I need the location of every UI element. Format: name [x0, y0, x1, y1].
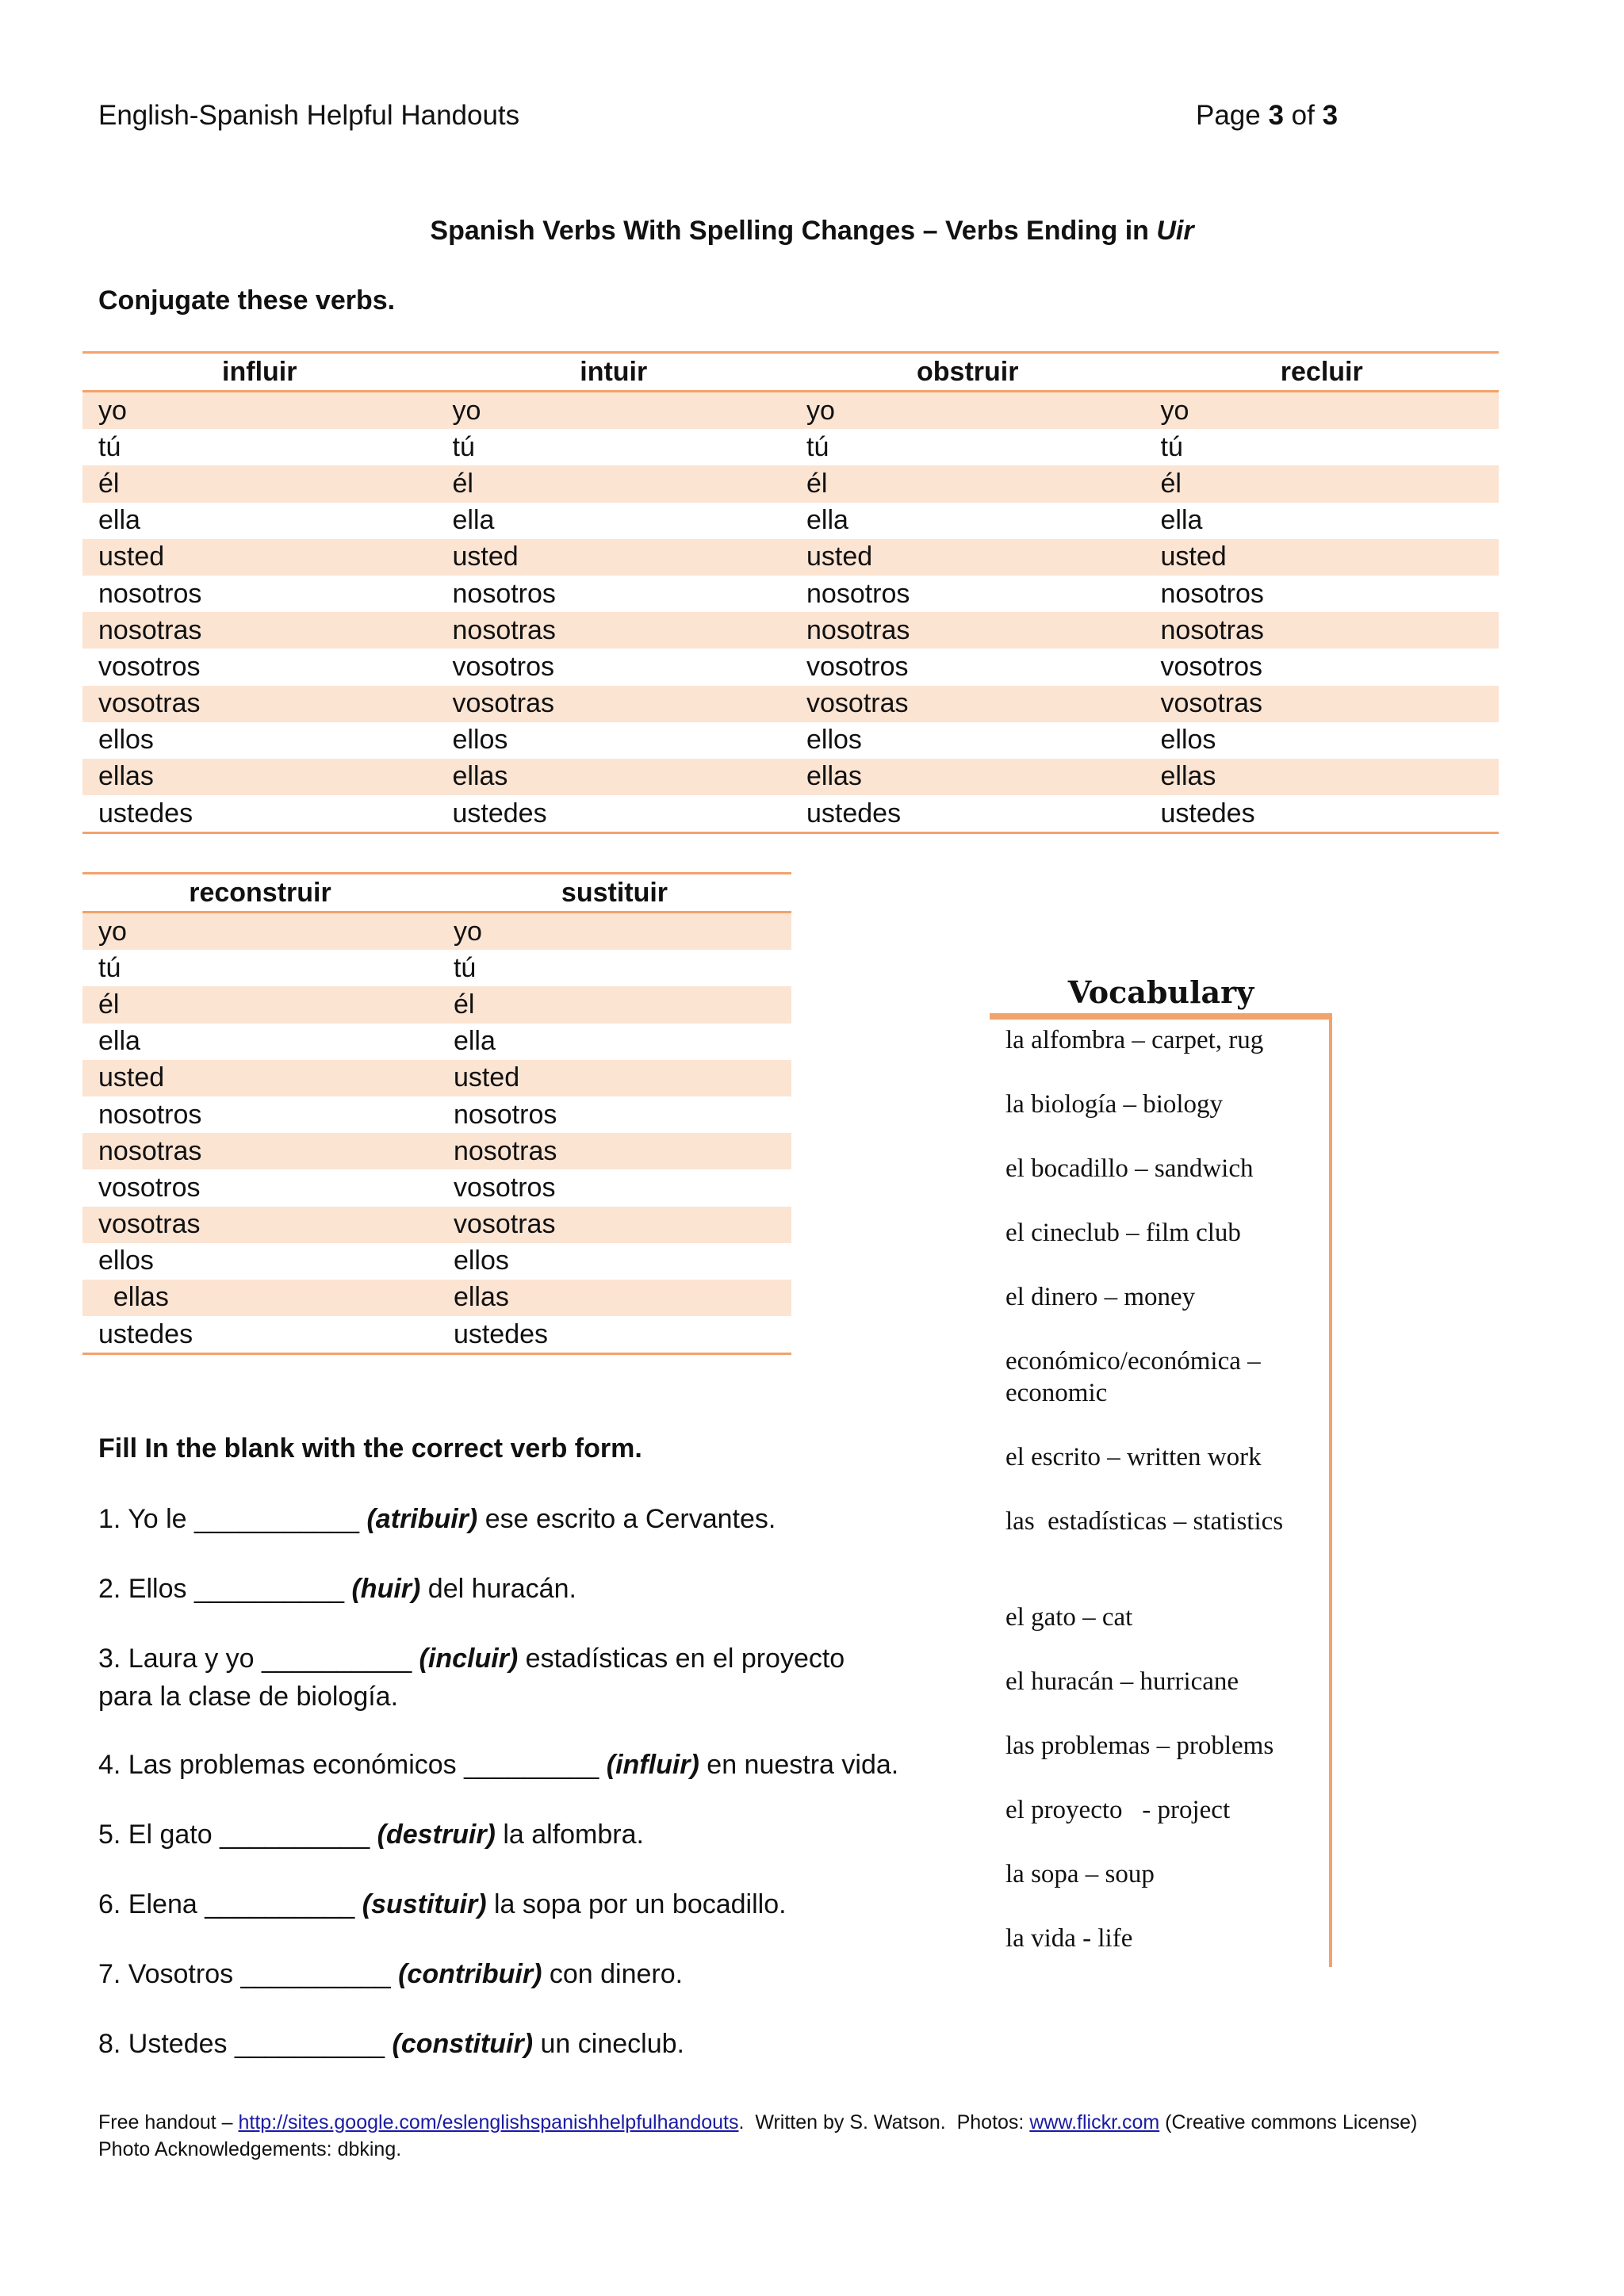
table-row	[82, 392, 1499, 430]
pronoun-cell: nosotras	[438, 1133, 791, 1169]
footer-line-2: Photo Acknowledgements: dbking.	[98, 2138, 402, 2160]
handout-link[interactable]: http://sites.google.com/eslenglishspanishhelpfulhandouts	[238, 2111, 739, 2133]
vocabulary-item: el huracán – hurricane	[1005, 1667, 1239, 1696]
pronoun-cell: él	[82, 986, 438, 1023]
pronoun-cell: ellos	[452, 725, 508, 756]
flickr-link[interactable]: www.flickr.com	[1029, 2111, 1160, 2133]
pronoun-cell: nosotros	[1160, 578, 1264, 609]
question-continuation: para la clase de biología.	[98, 1682, 399, 1712]
pronoun-cell: tú	[452, 431, 475, 462]
pronoun-cell: tú	[1160, 431, 1183, 462]
pronoun-cell: yo	[437, 392, 791, 430]
table-row	[82, 539, 1499, 576]
page-of: of	[1283, 100, 1323, 131]
vocabulary-item: económico/económica – economic	[1005, 1347, 1267, 1407]
pronoun-cell: tú	[98, 952, 121, 983]
pronoun-cell: él	[82, 465, 437, 502]
table-row	[82, 1316, 791, 1354]
question-line	[98, 1955, 683, 1993]
pronoun-cell: ellas	[791, 759, 1145, 795]
pronoun-cell: yo	[791, 392, 1145, 430]
vocabulary-item: el gato – cat	[1005, 1603, 1133, 1632]
question-line	[98, 1816, 644, 1854]
question-text: estadísticas en el proyecto	[518, 1644, 845, 1674]
verb-hint: (sustituir)	[362, 1889, 487, 1919]
question-item	[98, 1640, 845, 1716]
pronoun-cell: ellas	[437, 759, 791, 795]
verb-header: sustituir	[438, 874, 791, 913]
question-text: 2. Ellos __________	[98, 1574, 352, 1604]
page-total: 3	[1322, 100, 1339, 131]
vocabulary-item: las problemas – problems	[1005, 1732, 1274, 1760]
vocabulary-item: el dinero – money	[1005, 1283, 1196, 1311]
table-row	[82, 576, 1499, 612]
pronoun-cell: ustedes	[437, 795, 791, 833]
table-header-row	[82, 353, 1499, 392]
pronoun-cell: ella	[806, 505, 848, 536]
footer-text: (Creative commons License)	[1159, 2111, 1418, 2133]
pronoun-cell: yo	[1145, 392, 1500, 430]
pronoun-cell: él	[791, 465, 1145, 502]
pronoun-cell: usted	[1145, 539, 1500, 576]
pronoun-cell: ella	[1160, 505, 1203, 536]
pronoun-cell: él	[438, 986, 791, 1023]
pronoun-cell: vosotros	[452, 651, 554, 682]
table-row	[82, 649, 1499, 685]
pronoun-cell: ellos	[98, 1246, 154, 1276]
question-text: 6. Elena __________	[98, 1889, 362, 1919]
pronoun-cell: nosotros	[452, 578, 556, 609]
title-main: Spanish Verbs With Spelling Changes – Verbs Ending in	[430, 216, 1157, 246]
vocabulary-item: el cineclub – film club	[1005, 1219, 1241, 1247]
vocabulary-item: las estadísticas – statistics	[1005, 1507, 1284, 1536]
header-title: English-Spanish Helpful Handouts	[98, 100, 520, 131]
pronoun-cell: vosotras	[791, 686, 1145, 722]
page-title	[0, 216, 1624, 247]
conjugation-table-1	[82, 351, 1499, 834]
question-text: 7. Vosotros __________	[98, 1959, 399, 1989]
pronoun-cell: ella	[98, 505, 140, 536]
pronoun-cell: vosotros	[98, 651, 201, 682]
question-item	[98, 1570, 576, 1608]
table-row	[82, 1024, 791, 1060]
question-line	[98, 1885, 787, 1923]
question-item	[98, 2025, 684, 2063]
pronoun-cell: ellas	[82, 1280, 438, 1316]
pronoun-cell: ella	[452, 505, 495, 536]
vocabulary-item: el escrito – written work	[1005, 1443, 1262, 1471]
table-row	[82, 1096, 791, 1133]
pronoun-cell: tú	[806, 431, 829, 462]
pronoun-cell: vosotras	[82, 1207, 438, 1243]
vocabulary-item: la vida - life	[1005, 1924, 1133, 1953]
question-item	[98, 1816, 644, 1854]
pronoun-cell: vosotros	[806, 651, 909, 682]
pronoun-cell: ellos	[453, 1246, 509, 1276]
pronoun-cell: ellos	[806, 725, 862, 756]
pronoun-cell: ustedes	[1145, 795, 1500, 833]
question-line	[98, 1500, 776, 1538]
pronoun-cell: vosotros	[453, 1172, 556, 1203]
vocabulary-box	[990, 972, 1332, 1967]
pronoun-cell: usted	[438, 1060, 791, 1096]
pronoun-cell: nosotras	[791, 612, 1145, 649]
question-line	[98, 1640, 845, 1678]
pronoun-cell: ellas	[1145, 759, 1500, 795]
table-row	[82, 686, 1499, 722]
question-text: del huracán.	[420, 1574, 576, 1604]
verb-hint: (influir)	[606, 1750, 699, 1780]
verb-header: influir	[82, 353, 437, 392]
verb-hint: (huir)	[351, 1574, 421, 1604]
pronoun-cell: yo	[82, 392, 437, 430]
question-item	[98, 1500, 776, 1538]
table-row	[82, 503, 1499, 539]
table-body	[82, 392, 1499, 833]
table-header-row	[82, 874, 791, 913]
table-row	[82, 722, 1499, 759]
pronoun-cell: nosotras	[82, 612, 437, 649]
vocabulary-list	[990, 1020, 1332, 1967]
verb-hint: (incluir)	[419, 1644, 519, 1674]
pronoun-cell: vosotras	[1145, 686, 1500, 722]
pronoun-cell: usted	[437, 539, 791, 576]
question-text: 8. Ustedes __________	[98, 2029, 393, 2059]
pronoun-cell: ustedes	[82, 795, 437, 833]
question-item	[98, 1746, 898, 1784]
footer-text: Free handout –	[98, 2111, 239, 2133]
pronoun-cell: nosotras	[1145, 612, 1500, 649]
table-row	[82, 612, 1499, 649]
question-text: 4. Las problemas económicos _________	[98, 1750, 607, 1780]
footer	[98, 2109, 1417, 2163]
verb-hint: (contribuir)	[398, 1959, 542, 1989]
conjugate-instruction: Conjugate these verbs.	[98, 285, 396, 316]
question-text: 3. Laura y yo __________	[98, 1644, 419, 1674]
vocabulary-item: la biología – biology	[1005, 1090, 1224, 1119]
pronoun-cell: él	[437, 465, 791, 502]
table-row	[82, 1169, 791, 1206]
question-text: la sopa por un bocadillo.	[486, 1889, 787, 1919]
pronoun-cell: nosotros	[806, 578, 910, 609]
question-line	[98, 1746, 898, 1784]
table-row	[82, 986, 791, 1023]
verb-header: obstruir	[791, 353, 1145, 392]
table-row	[82, 1133, 791, 1169]
question-text: un cineclub.	[533, 2029, 684, 2059]
pronoun-cell: vosotras	[437, 686, 791, 722]
page-number	[1196, 100, 1338, 132]
table-row	[82, 759, 1499, 795]
pronoun-cell: nosotros	[453, 1099, 557, 1130]
question-text: 1. Yo le ___________	[98, 1504, 367, 1534]
pronoun-cell: ellos	[1160, 725, 1216, 756]
pronoun-cell: ustedes	[438, 1316, 791, 1354]
vocabulary-item: la alfombra – carpet, rug	[1005, 1026, 1264, 1054]
pronoun-cell: ellos	[98, 725, 154, 756]
verb-hint: (constituir)	[392, 2029, 534, 2059]
table-row	[82, 1280, 791, 1316]
pronoun-cell: ella	[98, 1026, 140, 1057]
pronoun-cell: usted	[791, 539, 1145, 576]
pronoun-cell: nosotras	[82, 1133, 438, 1169]
question-item	[98, 1885, 787, 1923]
pronoun-cell: usted	[82, 539, 437, 576]
vocabulary-item: el proyecto - project	[1005, 1796, 1231, 1824]
table-row	[82, 795, 1499, 833]
pronoun-cell: tú	[98, 431, 121, 462]
pronoun-cell: vosotras	[438, 1207, 791, 1243]
footer-text: . Written by S. Watson. Photos:	[738, 2111, 1030, 2133]
verb-hint: (atribuir)	[366, 1504, 478, 1534]
table-row	[82, 429, 1499, 465]
page-current: 3	[1268, 100, 1284, 131]
table-row	[82, 1207, 791, 1243]
question-text: en nuestra vida.	[699, 1750, 899, 1780]
pronoun-cell: ellas	[438, 1280, 791, 1316]
verb-hint: (destruir)	[377, 1820, 496, 1850]
pronoun-cell: nosotros	[98, 578, 202, 609]
table-row	[82, 950, 791, 986]
pronoun-cell: nosotros	[98, 1099, 202, 1130]
pronoun-cell: vosotros	[98, 1172, 201, 1203]
page-prefix: Page	[1196, 100, 1269, 131]
pronoun-cell: tú	[453, 952, 477, 983]
conjugation-table-2	[82, 872, 791, 1355]
verb-header: recluir	[1145, 353, 1500, 392]
pronoun-cell: yo	[438, 913, 791, 951]
pronoun-cell: vosotras	[82, 686, 437, 722]
vocabulary-title: Vocabulary	[990, 972, 1332, 1020]
table-row	[82, 1060, 791, 1096]
question-text: 5. El gato __________	[98, 1820, 377, 1850]
pronoun-cell: yo	[82, 913, 438, 951]
question-line	[98, 2025, 684, 2063]
pronoun-cell: nosotras	[437, 612, 791, 649]
question-line	[98, 1570, 576, 1608]
question-text: con dinero.	[542, 1959, 684, 1989]
table-row	[82, 465, 1499, 502]
question-text: la alfombra.	[495, 1820, 644, 1850]
pronoun-cell: ustedes	[791, 795, 1145, 833]
title-italic: Uir	[1156, 216, 1194, 246]
footer-line-1	[98, 2109, 1417, 2136]
vocabulary-item: la sopa – soup	[1005, 1860, 1155, 1888]
pronoun-cell: ella	[453, 1026, 496, 1057]
question-item	[98, 1955, 683, 1993]
pronoun-cell: él	[1145, 465, 1500, 502]
table-row	[82, 913, 791, 951]
question-text: ese escrito a Cervantes.	[477, 1504, 776, 1534]
vocabulary-item: el bocadillo – sandwich	[1005, 1154, 1254, 1183]
verb-header: reconstruir	[82, 874, 438, 913]
pronoun-cell: usted	[82, 1060, 438, 1096]
table-row	[82, 1243, 791, 1280]
fill-instruction: Fill In the blank with the correct verb form.	[98, 1433, 642, 1464]
table-body	[82, 913, 791, 1354]
pronoun-cell: vosotros	[1160, 651, 1262, 682]
pronoun-cell: ellas	[82, 759, 437, 795]
verb-header: intuir	[437, 353, 791, 392]
pronoun-cell: ustedes	[82, 1316, 438, 1354]
